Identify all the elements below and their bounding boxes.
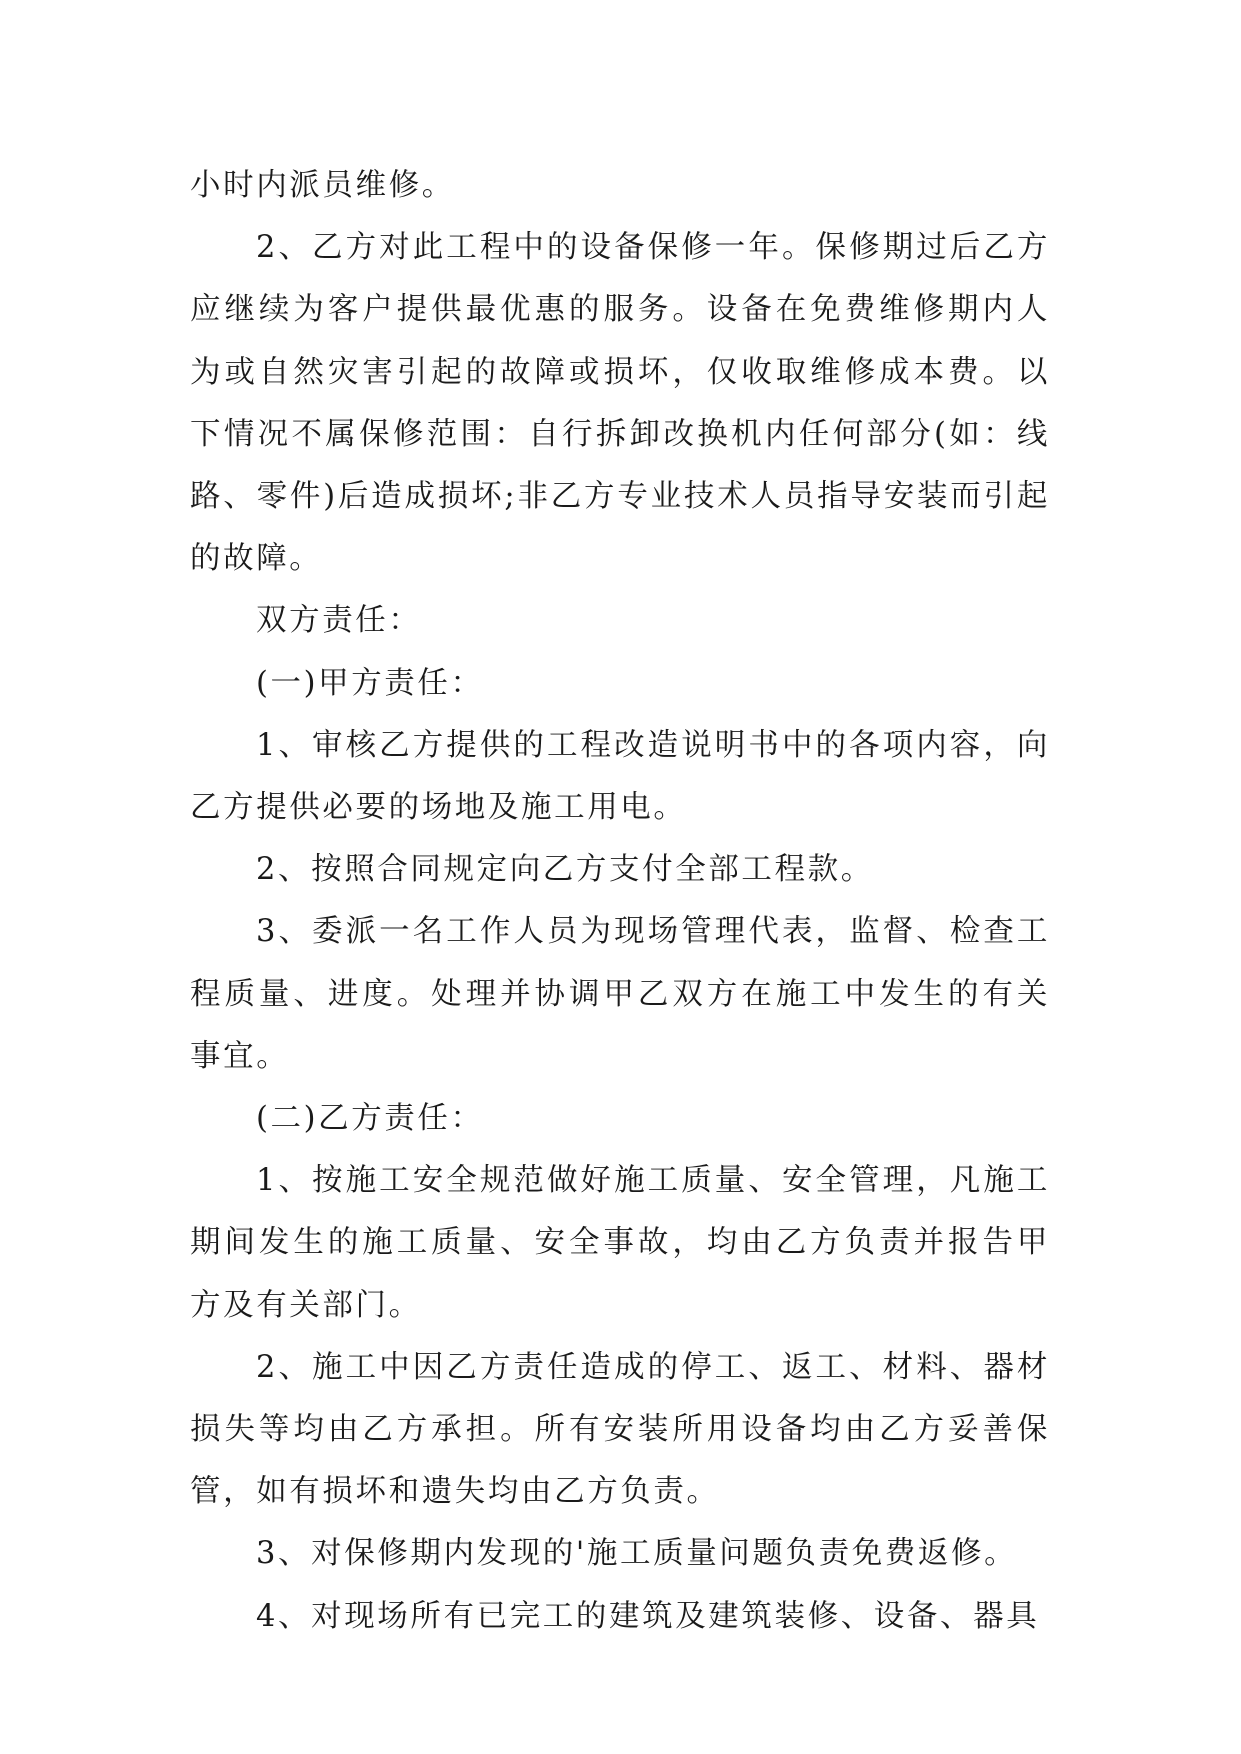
paragraph-party-b-item-2: 2、施工中因乙方责任造成的停工、返工、材料、器材损失等均由乙方承担。所有安装所用设备均由乙方妥善保管，如有损坏和遗失均由乙方负责。: [190, 1349, 1050, 1510]
paragraph-continuation: 小时内派员维修。: [190, 168, 455, 203]
heading-mutual-responsibilities: 双方责任：: [256, 603, 422, 639]
paragraph-party-b-item-1: 1、按施工安全规范做好施工质量、安全管理，凡施工期间发生的施工质量、安全事故，均由乙方负责并报告甲方及有关部门。: [190, 1163, 1050, 1323]
paragraph-party-a-item-3: 3、委派一名工作人员为现场管理代表，监督、检查工程质量、进度。处理并协调甲乙双方在施工中发生的有关事宜。: [190, 914, 1050, 1074]
heading-party-b-responsibilities: (二)乙方责任：: [256, 1101, 484, 1137]
paragraph-party-b-item-4: 4、对现场所有已完工的建筑及建筑装修、设备、器具: [256, 1598, 1040, 1634]
paragraph-party-a-item-1: 1、审核乙方提供的工程改造说明书中的各项内容，向乙方提供必要的场地及施工用电。: [190, 727, 1050, 826]
paragraph-party-a-item-2: 2、按照合同规定向乙方支付全部工程款。: [256, 852, 874, 888]
document-page: [190, 155, 1050, 1648]
paragraph-party-b-item-3: 3、对保修期内发现的'施工质量问题负责免费返修。: [256, 1536, 1018, 1572]
heading-party-a-responsibilities: (一)甲方责任：: [256, 665, 484, 701]
paragraph-warranty: 2、乙方对此工程中的设备保修一年。保修期过后乙方应继续为客户提供最优惠的服务。设备在免费维修期内人为或自然灾害引起的故障或损坏，仅收取维修成本费。以下情况不属保修范围：自行拆卸改换机内任何部分(如：线路、零件)后造成损坏;非乙方专业技术人员指导安装而引起的故障。: [190, 230, 1050, 577]
